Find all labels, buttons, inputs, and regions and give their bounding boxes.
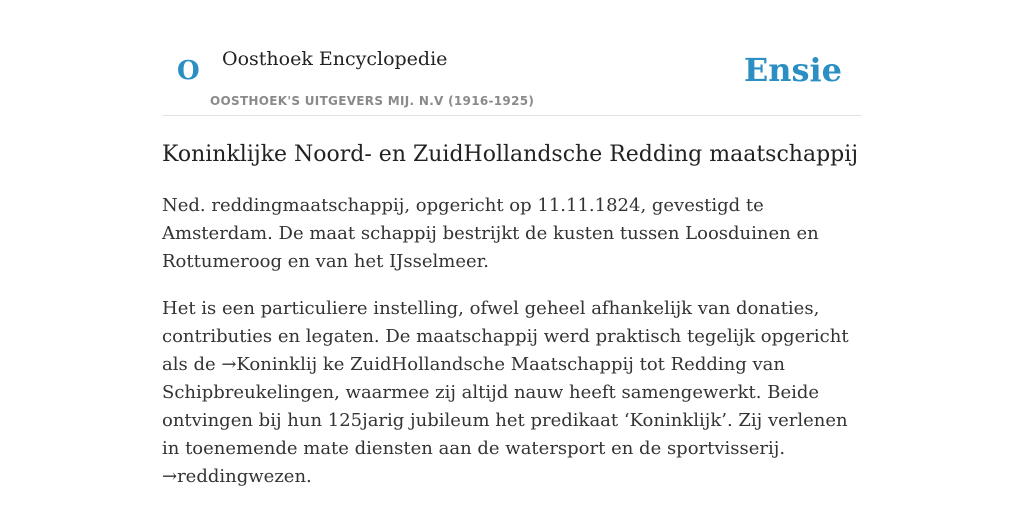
- paragraph-text: , waarmee zij altijd nauw heeft samengewerkt. Beide ontvingen bij hun 125jarig jubileum het predikaat ‘Koninklijk’. Zij verlenen in toenemende mate diensten aan de watersport en de sportvisserij.: [162, 382, 848, 459]
- brand-logo-link[interactable]: Ensie: [743, 51, 842, 89]
- paragraph-text: Het is een particuliere instelling, ofwel geheel afhankelijk van donaties, contributies en legaten. De maatschappij werd praktisch tegelijk opgericht als de: [162, 298, 849, 375]
- source-subtitle: OOSTHOEK'S UITGEVERS MIJ. N.V (1916-1925): [210, 94, 535, 108]
- cross-reference-link[interactable]: →Koninklij ke ZuidHollandsche Maatschappij tot Redding van Schipbreukelingen: [162, 354, 785, 403]
- source-header: [162, 40, 862, 116]
- cross-reference-link[interactable]: →reddingwezen: [162, 466, 307, 487]
- article-body: [162, 192, 862, 510]
- source-title[interactable]: Oosthoek Encyclopedie: [222, 48, 448, 70]
- article-paragraph: Ned. reddingmaatschappij, opgericht op 11.11.1824, gevestigd te Amsterdam. De maat schappij bestrijkt de kusten tussen Loosduinen en Rottumeroog en van het IJsselmeer.: [162, 195, 819, 272]
- article-paragraph: [162, 295, 862, 491]
- paragraph-text: .: [306, 466, 312, 487]
- article-title: Koninklijke Noord- en ZuidHollandsche Redding maatschappij: [162, 142, 859, 167]
- source-logo: O: [177, 56, 200, 86]
